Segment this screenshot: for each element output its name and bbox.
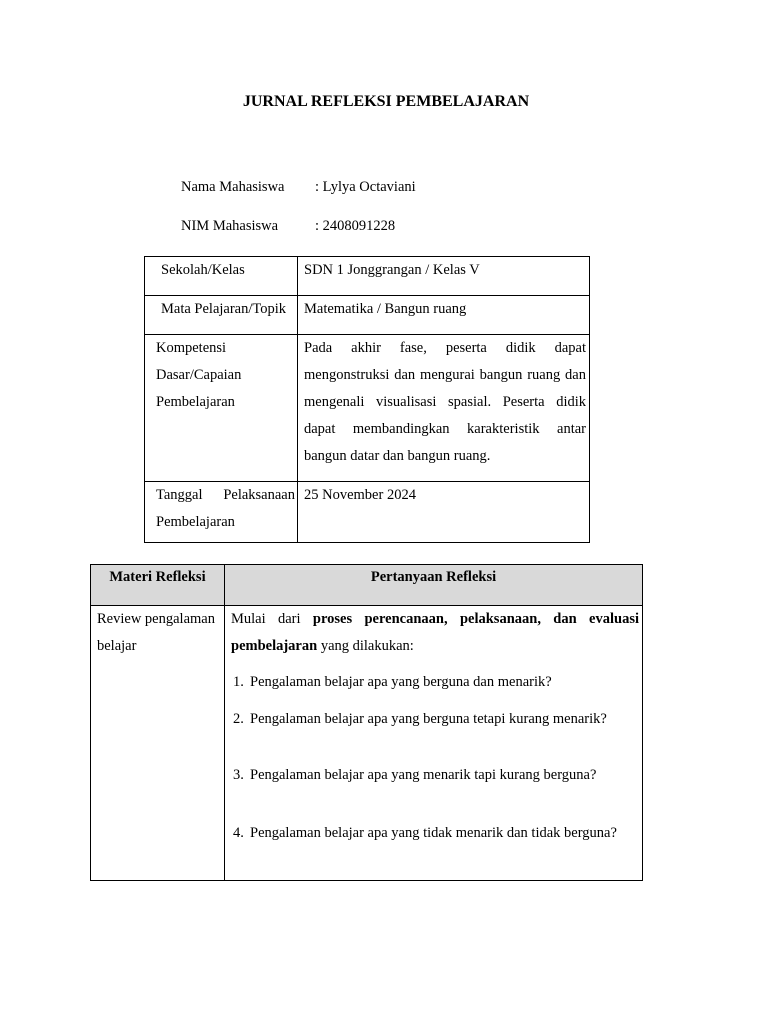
question-item [233, 823, 617, 843]
tanggal-label: Tanggal Pelaksanaan Pembelajaran [145, 482, 298, 543]
question-number: 3. [233, 767, 244, 783]
question-number: 2. [233, 711, 244, 727]
reflection-intro [231, 606, 639, 660]
question-text: Pengalaman belajar apa yang tidak menarik dan tidak berguna? [250, 825, 617, 841]
document-title: JURNAL REFLEKSI PEMBELAJARAN [242, 93, 530, 110]
intro-prefix: Mulai dari [231, 611, 313, 627]
question-text: Pengalaman belajar apa yang menarik tapi kurang berguna? [250, 767, 597, 783]
reflection-row [91, 606, 643, 881]
student-nim-line [181, 216, 395, 236]
info-row-mapel [145, 296, 590, 335]
student-nim-label: NIM Mahasiswa [181, 218, 279, 234]
student-name-line [181, 177, 416, 197]
reflection-header-row [91, 565, 643, 606]
question-text: Pengalaman belajar apa yang berguna dan menarik? [250, 674, 552, 690]
sekolah-value: SDN 1 Jonggrangan / Kelas V [298, 257, 590, 296]
intro-bold: proses perencanaan, pelaksanaan, dan evaluasi pembelajaran [231, 611, 639, 654]
intro-suffix: yang dilakukan: [317, 638, 414, 654]
materi-cell: Review pengalaman belajar [91, 606, 225, 881]
header-materi-refleksi: Materi Refleksi [91, 565, 225, 606]
pertanyaan-cell [225, 606, 643, 881]
info-table [144, 256, 590, 543]
student-name-label: Nama Mahasiswa [181, 179, 285, 195]
question-item [233, 709, 607, 729]
student-nim-value: : 2408091228 [315, 218, 396, 234]
sekolah-label: Sekolah/Kelas [145, 257, 298, 296]
kompetensi-label: Kompetensi Dasar/Capaian Pembelajaran [145, 335, 298, 482]
info-row-sekolah [145, 257, 590, 296]
question-item [233, 672, 552, 692]
info-row-kompetensi [145, 335, 590, 482]
student-name-value: : Lylya Octaviani [315, 179, 416, 195]
mapel-label: Mata Pelajaran/Topik [145, 296, 298, 335]
kompetensi-value: Pada akhir fase, peserta didik dapat mengonstruksi dan mengurai bangun ruang dan mengenali visualisasi spasial. Peserta didik dapat membandingkan karakteristik antar bangun datar dan bangun ruang. [298, 335, 590, 482]
mapel-value: Matematika / Bangun ruang [298, 296, 590, 335]
info-row-tanggal [145, 482, 590, 543]
question-text: Pengalaman belajar apa yang berguna tetapi kurang menarik? [250, 711, 607, 727]
question-item [233, 765, 596, 785]
reflection-table [90, 564, 643, 881]
header-pertanyaan-refleksi: Pertanyaan Refleksi [225, 565, 643, 606]
tanggal-value: 25 November 2024 [298, 482, 590, 543]
question-number: 4. [233, 825, 244, 841]
question-number: 1. [233, 674, 244, 690]
